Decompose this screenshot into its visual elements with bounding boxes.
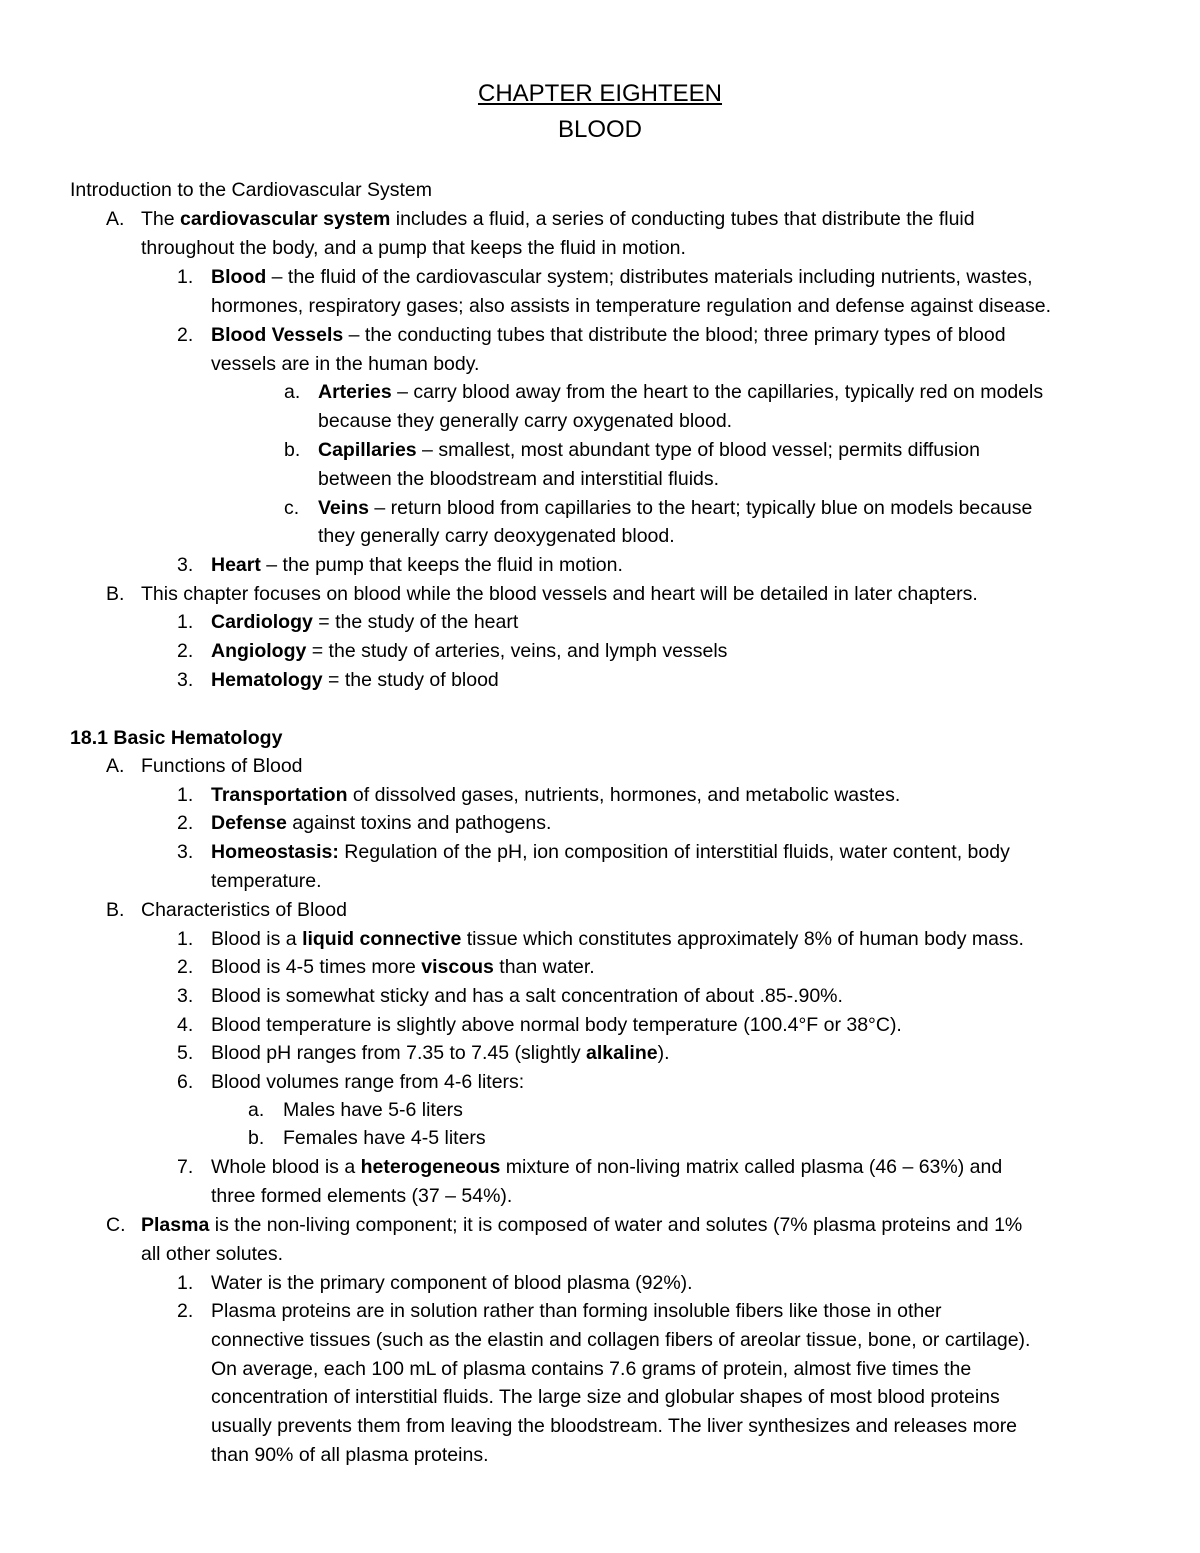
list-marker: 2.	[177, 1300, 194, 1322]
list-marker: 7.	[177, 1156, 194, 1178]
list-marker: 1.	[177, 1272, 194, 1294]
list-marker: 1.	[177, 928, 194, 950]
list-marker: B.	[106, 583, 125, 605]
section-c2-line: than 90% of all plasma proteins.	[211, 1444, 489, 1466]
list-marker: 2.	[177, 956, 194, 978]
intro-a2b-text: Capillaries – smallest, most abundant type of blood vessel; permits diffusion	[318, 439, 980, 461]
section-heading: 18.1 Basic Hematology	[70, 727, 283, 749]
list-marker: 1.	[177, 611, 194, 633]
section-b6-text: Blood volumes range from 4-6 liters:	[211, 1071, 525, 1093]
section-b6b-text: Females have 4-5 liters	[283, 1127, 486, 1149]
section-c2-line: Plasma proteins are in solution rather than forming insoluble fibers like those in other	[211, 1300, 942, 1322]
list-marker: 2.	[177, 812, 194, 834]
intro-a-cont: throughout the body, and a pump that keeps the fluid in motion.	[141, 237, 686, 259]
intro-a2-text: Blood Vessels – the conducting tubes that distribute the blood; three primary types of blood	[211, 324, 1006, 346]
page-title	[0, 80, 1200, 144]
list-marker: b.	[248, 1127, 265, 1149]
section-b-text: Characteristics of Blood	[141, 899, 347, 921]
intro-a2-cont: vessels are in the human body.	[211, 353, 480, 375]
section-a-text: Functions of Blood	[141, 755, 303, 777]
list-marker: a.	[284, 381, 301, 403]
list-marker: 3.	[177, 554, 194, 576]
intro-b2-text: Angiology = the study of arteries, veins, and lymph vessels	[211, 640, 728, 662]
list-marker: 3.	[177, 841, 194, 863]
intro-b1-text: Cardiology = the study of the heart	[211, 611, 519, 633]
intro-a1-cont: hormones, respiratory gases; also assists in temperature regulation and defense against disease.	[211, 295, 1052, 317]
list-marker: c.	[284, 497, 300, 519]
list-marker: 2.	[177, 640, 194, 662]
section-c1-text: Water is the primary component of blood plasma (92%).	[211, 1272, 693, 1294]
list-marker: 1.	[177, 784, 194, 806]
intro-a3-text: Heart – the pump that keeps the fluid in motion.	[211, 554, 623, 576]
intro-b-text: This chapter focuses on blood while the blood vessels and heart will be detailed in later chapters.	[141, 583, 978, 605]
intro-a-text: The cardiovascular system includes a fluid, a series of conducting tubes that distribute the fluid	[141, 208, 975, 230]
intro-a1-text: Blood – the fluid of the cardiovascular system; distributes materials including nutrients, wastes,	[211, 266, 1033, 288]
list-marker: 2.	[177, 324, 194, 346]
intro-a2b-cont: between the bloodstream and interstitial fluids.	[318, 468, 720, 490]
section-c-cont: all other solutes.	[141, 1243, 283, 1265]
section-b3-text: Blood is somewhat sticky and has a salt concentration of about .85-.90%.	[211, 985, 843, 1007]
section-c2-line: usually prevents them from leaving the bloodstream. The liver synthesizes and releases more	[211, 1415, 1018, 1437]
chapter-title: CHAPTER EIGHTEEN	[477, 80, 723, 107]
section-b1-text: Blood is a liquid connective tissue which constitutes approximately 8% of human body mass.	[211, 928, 1024, 950]
section-a3-text: Homeostasis: Regulation of the pH, ion composition of interstitial fluids, water content, body	[211, 841, 1010, 863]
intro-a2c-text: Veins – return blood from capillaries to the heart; typically blue on models because	[318, 497, 1033, 519]
list-marker: B.	[106, 899, 125, 921]
list-marker: a.	[248, 1099, 265, 1121]
section-c2-line: concentration of interstitial fluids. The large size and globular shapes of most blood proteins	[211, 1386, 1000, 1408]
intro-heading: Introduction to the Cardiovascular System	[70, 179, 433, 201]
list-marker: 3.	[177, 669, 194, 691]
list-marker: 1.	[177, 266, 194, 288]
section-c-text: Plasma is the non-living component; it is composed of water and solutes (7% plasma proteins and 1%	[141, 1214, 1023, 1236]
section-a2-text: Defense against toxins and pathogens.	[211, 812, 552, 834]
list-marker: A.	[106, 208, 125, 230]
section-b2-text: Blood is 4-5 times more viscous than water.	[211, 956, 595, 978]
list-marker: A.	[106, 755, 125, 777]
section-b5-text: Blood pH ranges from 7.35 to 7.45 (slightly alkaline).	[211, 1042, 670, 1064]
section-c2-line: On average, each 100 mL of plasma contains 7.6 grams of protein, almost five times the	[211, 1358, 972, 1380]
list-marker: 3.	[177, 985, 194, 1007]
section-a3-cont: temperature.	[211, 870, 322, 892]
section-b7-cont: three formed elements (37 – 54%).	[211, 1185, 513, 1207]
section-b4-text: Blood temperature is slightly above normal body temperature (100.4°F or 38°C).	[211, 1014, 902, 1036]
section-b7-text: Whole blood is a heterogeneous mixture of non-living matrix called plasma (46 – 63%) and	[211, 1156, 1003, 1178]
list-marker: 6.	[177, 1071, 194, 1093]
list-marker: 5.	[177, 1042, 194, 1064]
intro-a2c-cont: they generally carry deoxygenated blood.	[318, 525, 675, 547]
intro-a2a-text: Arteries – carry blood away from the heart to the capillaries, typically red on models	[318, 381, 1044, 403]
list-marker: 4.	[177, 1014, 194, 1036]
intro-b3-text: Hematology = the study of blood	[211, 669, 499, 691]
section-c2-line: connective tissues (such as the elastin and collagen fibers of areolar tissue, bone, or cartilage).	[211, 1329, 1031, 1351]
intro-a2a-cont: because they generally carry oxygenated blood.	[318, 410, 733, 432]
list-marker: C.	[106, 1214, 126, 1236]
section-a1-text: Transportation of dissolved gases, nutrients, hormones, and metabolic wastes.	[211, 784, 901, 806]
list-marker: b.	[284, 439, 301, 461]
section-b6a-text: Males have 5-6 liters	[283, 1099, 463, 1121]
subject-title: BLOOD	[557, 116, 643, 143]
